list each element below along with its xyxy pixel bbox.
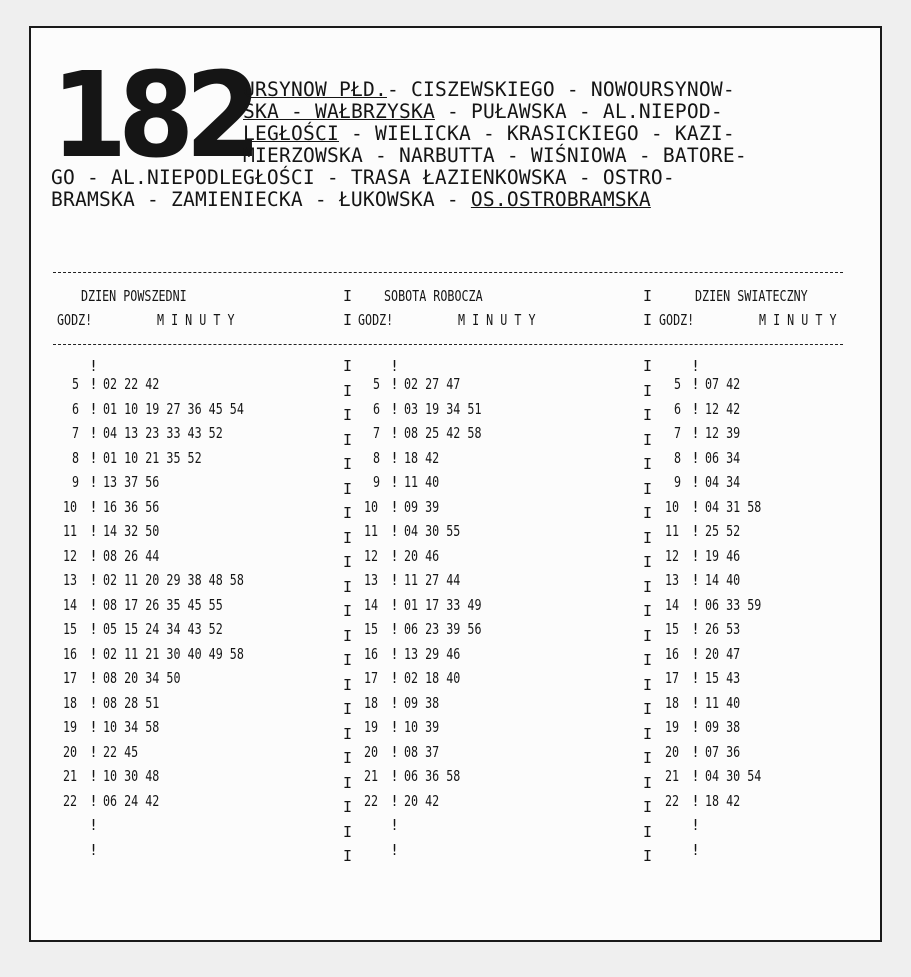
row-separator: ! xyxy=(390,546,400,565)
row-separator: ! xyxy=(691,644,701,663)
minutes-cell: 11 40 xyxy=(404,473,440,491)
minutes-cell: 07 42 xyxy=(705,375,741,393)
row-separator: ! xyxy=(390,718,400,736)
minutes-cell: 14 40 xyxy=(705,571,741,589)
column-divider-glyph: I xyxy=(643,479,653,498)
row-separator: ! xyxy=(89,571,99,589)
minutes-cell: 07 36 xyxy=(705,742,741,761)
minutes-cell: 09 38 xyxy=(705,718,741,736)
column-divider-glyph: I xyxy=(343,287,353,305)
row-separator: ! xyxy=(390,620,400,638)
underlined-stop: SKA - WAŁBRZYSKA xyxy=(243,100,435,123)
hour-cell: 15 xyxy=(364,620,379,638)
hour-cell: 5 xyxy=(674,375,682,393)
column-divider-glyph: I xyxy=(643,724,653,743)
column-divider-glyph: I xyxy=(643,700,653,718)
hour-cell: 11 xyxy=(63,522,78,540)
row-separator: ! xyxy=(691,546,701,565)
hours-header: GODZ! xyxy=(57,311,93,329)
minutes-cell: 09 38 xyxy=(404,693,440,712)
column-divider-glyph: I xyxy=(643,287,653,305)
hour-cell: 14 xyxy=(364,595,379,614)
hour-cell: 10 xyxy=(364,497,379,516)
row-separator: ! xyxy=(89,546,99,565)
column-divider-glyph: I xyxy=(343,773,353,792)
minutes-cell: 19 46 xyxy=(705,546,741,565)
row-separator: ! xyxy=(691,571,701,589)
minutes-cell: 06 34 xyxy=(705,448,741,467)
row-separator: ! xyxy=(691,357,701,375)
column-divider-glyph: I xyxy=(643,749,653,767)
hour-cell: 8 xyxy=(373,448,381,467)
row-separator: ! xyxy=(390,595,400,614)
row-separator: ! xyxy=(390,424,400,442)
route-line xyxy=(243,145,747,167)
row-separator: ! xyxy=(390,375,400,393)
column-divider-glyph: I xyxy=(643,577,653,596)
hour-cell: 17 xyxy=(665,669,680,687)
route-line xyxy=(51,167,675,189)
minutes-cell: 18 42 xyxy=(705,791,741,810)
minutes-cell: 20 47 xyxy=(705,644,741,663)
hour-cell: 17 xyxy=(364,669,379,687)
minutes-cell: 04 13 23 33 43 52 xyxy=(103,424,223,442)
hour-cell: 20 xyxy=(665,742,680,761)
hour-cell: 13 xyxy=(665,571,680,589)
column-divider-glyph: I xyxy=(643,406,653,424)
row-separator: ! xyxy=(390,473,400,491)
route-line xyxy=(51,189,651,211)
column-divider-glyph: I xyxy=(343,528,353,547)
minutes-cell: 06 24 42 xyxy=(103,791,160,810)
row-separator: ! xyxy=(89,448,99,467)
hour-cell: 8 xyxy=(674,448,682,467)
minutes-cell: 25 52 xyxy=(705,522,741,540)
minutes-header: M I N U T Y xyxy=(458,311,536,329)
hour-cell: 9 xyxy=(674,473,682,491)
minutes-cell: 22 45 xyxy=(103,742,139,761)
underlined-stop: OS.OSTROBRAMSKA xyxy=(470,188,651,211)
row-separator: ! xyxy=(691,620,701,638)
column-divider-glyph: I xyxy=(643,553,653,571)
column-divider-glyph: I xyxy=(343,651,353,669)
column-divider-glyph: I xyxy=(343,847,353,865)
hour-cell: 12 xyxy=(665,546,680,565)
column-divider-glyph: I xyxy=(343,822,353,841)
minutes-cell: 01 10 19 27 36 45 54 xyxy=(103,399,244,418)
column-divider-glyph: I xyxy=(643,528,653,547)
column-divider-glyph: I xyxy=(643,504,653,522)
row-separator: ! xyxy=(691,522,701,540)
minutes-cell: 12 42 xyxy=(705,399,741,418)
column-divider-glyph: I xyxy=(343,357,353,375)
column-divider-glyph: I xyxy=(343,675,353,694)
column-divider-glyph: I xyxy=(643,381,653,400)
row-separator: ! xyxy=(691,497,701,516)
minutes-cell: 04 30 55 xyxy=(404,522,461,540)
stop-text: - PUŁAWSKA - AL.NIEPOD- xyxy=(434,100,723,123)
minutes-cell: 15 43 xyxy=(705,669,741,687)
column-divider-glyph: I xyxy=(343,700,353,718)
minutes-cell: 13 37 56 xyxy=(103,473,160,491)
column-divider-glyph: I xyxy=(343,311,353,329)
row-separator: ! xyxy=(390,669,400,687)
row-separator: ! xyxy=(89,669,99,687)
hour-cell: 17 xyxy=(63,669,78,687)
hour-cell: 12 xyxy=(63,546,78,565)
row-separator: ! xyxy=(691,693,701,712)
hour-cell: 21 xyxy=(364,767,379,785)
hour-cell: 11 xyxy=(364,522,379,540)
column-divider-glyph: I xyxy=(643,675,653,694)
column-divider-glyph: I xyxy=(643,602,653,620)
column-divider-glyph: I xyxy=(343,479,353,498)
column-divider-glyph: I xyxy=(343,749,353,767)
row-separator: ! xyxy=(390,693,400,712)
row-separator: ! xyxy=(89,840,99,859)
minutes-cell: 09 39 xyxy=(404,497,440,516)
row-separator: ! xyxy=(89,375,99,393)
minutes-cell: 20 46 xyxy=(404,546,440,565)
minutes-cell: 20 42 xyxy=(404,791,440,810)
hour-cell: 9 xyxy=(373,473,381,491)
minutes-cell: 08 20 34 50 xyxy=(103,669,181,687)
hour-cell: 12 xyxy=(364,546,379,565)
minutes-cell: 02 11 21 30 40 49 58 xyxy=(103,644,244,663)
minutes-cell: 02 27 47 xyxy=(404,375,461,393)
minutes-cell: 02 18 40 xyxy=(404,669,461,687)
section-title: SOBOTA ROBOCZA xyxy=(384,287,483,305)
row-separator: ! xyxy=(691,718,701,736)
hour-cell: 18 xyxy=(364,693,379,712)
row-separator: ! xyxy=(89,399,99,418)
timetable-sheet xyxy=(29,26,882,942)
hour-cell: 18 xyxy=(665,693,680,712)
hour-cell: 15 xyxy=(665,620,680,638)
column-divider-glyph: I xyxy=(643,311,653,329)
minutes-cell: 10 39 xyxy=(404,718,440,736)
row-separator: ! xyxy=(89,595,99,614)
column-divider-glyph: I xyxy=(343,430,353,449)
hour-cell: 9 xyxy=(72,473,80,491)
column-divider-glyph: I xyxy=(643,430,653,449)
minutes-cell: 04 30 54 xyxy=(705,767,762,785)
hour-cell: 7 xyxy=(674,424,682,442)
hour-cell: 14 xyxy=(665,595,680,614)
row-separator: ! xyxy=(89,718,99,736)
hour-cell: 19 xyxy=(364,718,379,736)
row-separator: ! xyxy=(390,644,400,663)
row-separator: ! xyxy=(390,497,400,516)
hour-cell: 13 xyxy=(63,571,78,589)
hour-cell: 16 xyxy=(63,644,78,663)
section-title: DZIEN POWSZEDNI xyxy=(81,287,187,305)
top-divider xyxy=(53,272,843,273)
row-separator: ! xyxy=(691,816,701,834)
minutes-cell: 13 29 46 xyxy=(404,644,461,663)
hour-cell: 15 xyxy=(63,620,78,638)
row-separator: ! xyxy=(89,357,99,375)
row-separator: ! xyxy=(89,791,99,810)
hour-cell: 5 xyxy=(373,375,381,393)
row-separator: ! xyxy=(691,767,701,785)
row-separator: ! xyxy=(89,497,99,516)
hour-cell: 7 xyxy=(72,424,80,442)
section-title: DZIEN SWIATECZNY xyxy=(695,287,808,305)
column-divider-glyph: I xyxy=(643,626,653,645)
row-separator: ! xyxy=(89,816,99,834)
minutes-cell: 05 15 24 34 43 52 xyxy=(103,620,223,638)
minutes-header: M I N U T Y xyxy=(759,311,837,329)
row-separator: ! xyxy=(390,571,400,589)
hour-cell: 21 xyxy=(665,767,680,785)
hour-cell: 19 xyxy=(665,718,680,736)
hour-cell: 14 xyxy=(63,595,78,614)
minutes-cell: 06 36 58 xyxy=(404,767,461,785)
row-separator: ! xyxy=(89,522,99,540)
hour-cell: 18 xyxy=(63,693,78,712)
row-separator: ! xyxy=(691,669,701,687)
hour-cell: 6 xyxy=(72,399,80,418)
hours-header: GODZ! xyxy=(659,311,695,329)
hour-cell: 10 xyxy=(665,497,680,516)
minutes-cell: 11 27 44 xyxy=(404,571,461,589)
minutes-cell: 10 30 48 xyxy=(103,767,160,785)
minutes-cell: 08 17 26 35 45 55 xyxy=(103,595,223,614)
hour-cell: 16 xyxy=(665,644,680,663)
stop-text: BRAMSKA - ZAMIENIECKA - ŁUKOWSKA - xyxy=(51,188,471,211)
row-separator: ! xyxy=(691,742,701,761)
row-separator: ! xyxy=(390,357,400,375)
hours-header: GODZ! xyxy=(358,311,394,329)
column-divider-glyph: I xyxy=(343,602,353,620)
underlined-stop: URSYNOW PŁD. xyxy=(243,78,387,101)
hour-cell: 10 xyxy=(63,497,78,516)
header-divider xyxy=(53,344,843,345)
minutes-cell: 12 39 xyxy=(705,424,741,442)
row-separator: ! xyxy=(89,644,99,663)
minutes-cell: 16 36 56 xyxy=(103,497,160,516)
row-separator: ! xyxy=(691,595,701,614)
row-separator: ! xyxy=(691,840,701,859)
row-separator: ! xyxy=(691,473,701,491)
minutes-cell: 02 11 20 29 38 48 58 xyxy=(103,571,244,589)
minutes-cell: 26 53 xyxy=(705,620,741,638)
hour-cell: 13 xyxy=(364,571,379,589)
row-separator: ! xyxy=(89,767,99,785)
stop-text: - CISZEWSKIEGO - NOWOURSYNOW- xyxy=(386,78,735,101)
hour-cell: 22 xyxy=(364,791,379,810)
hour-cell: 6 xyxy=(373,399,381,418)
row-separator: ! xyxy=(390,448,400,467)
minutes-cell: 10 34 58 xyxy=(103,718,160,736)
column-divider-glyph: I xyxy=(343,406,353,424)
minutes-cell: 06 23 39 56 xyxy=(404,620,482,638)
row-separator: ! xyxy=(89,424,99,442)
column-divider-glyph: I xyxy=(343,553,353,571)
row-separator: ! xyxy=(390,522,400,540)
row-separator: ! xyxy=(691,375,701,393)
row-separator: ! xyxy=(691,399,701,418)
column-divider-glyph: I xyxy=(643,822,653,841)
row-separator: ! xyxy=(390,816,400,834)
route-line xyxy=(243,123,735,145)
hour-cell: 21 xyxy=(63,767,78,785)
route-number: 182 xyxy=(51,46,253,184)
column-divider-glyph: I xyxy=(343,798,353,816)
column-divider-glyph: I xyxy=(643,798,653,816)
hour-cell: 11 xyxy=(665,522,680,540)
hour-cell: 19 xyxy=(63,718,78,736)
column-divider-glyph: I xyxy=(343,455,353,473)
column-divider-glyph: I xyxy=(643,357,653,375)
row-separator: ! xyxy=(390,399,400,418)
minutes-cell: 18 42 xyxy=(404,448,440,467)
column-divider-glyph: I xyxy=(643,847,653,865)
hour-cell: 8 xyxy=(72,448,80,467)
stop-text: MIERZOWSKA - NARBUTTA - WIŚNIOWA - BATORE- xyxy=(243,144,747,167)
minutes-cell: 02 22 42 xyxy=(103,375,160,393)
minutes-cell: 04 31 58 xyxy=(705,497,762,516)
hour-cell: 22 xyxy=(63,791,78,810)
stop-text: GO - AL.NIEPODLEGŁOŚCI - TRASA ŁAZIENKOWSKA - OSTRO- xyxy=(51,166,675,189)
underlined-stop: LEGŁOŚCI xyxy=(243,122,339,145)
minutes-cell: 03 19 34 51 xyxy=(404,399,482,418)
hour-cell: 7 xyxy=(373,424,381,442)
minutes-cell: 04 34 xyxy=(705,473,741,491)
row-separator: ! xyxy=(691,448,701,467)
row-separator: ! xyxy=(390,767,400,785)
column-divider-glyph: I xyxy=(343,626,353,645)
hour-cell: 16 xyxy=(364,644,379,663)
hour-cell: 5 xyxy=(72,375,80,393)
column-divider-glyph: I xyxy=(343,504,353,522)
minutes-cell: 14 32 50 xyxy=(103,522,160,540)
minutes-cell: 08 37 xyxy=(404,742,440,761)
row-separator: ! xyxy=(89,473,99,491)
row-separator: ! xyxy=(89,620,99,638)
minutes-cell: 11 40 xyxy=(705,693,741,712)
hour-cell: 20 xyxy=(364,742,379,761)
hour-cell: 6 xyxy=(674,399,682,418)
column-divider-glyph: I xyxy=(643,651,653,669)
hour-cell: 20 xyxy=(63,742,78,761)
minutes-header: M I N U T Y xyxy=(157,311,235,329)
column-divider-glyph: I xyxy=(643,455,653,473)
minutes-cell: 01 10 21 35 52 xyxy=(103,448,202,467)
minutes-cell: 08 25 42 58 xyxy=(404,424,482,442)
minutes-cell: 01 17 33 49 xyxy=(404,595,482,614)
minutes-cell: 06 33 59 xyxy=(705,595,762,614)
row-separator: ! xyxy=(390,840,400,859)
route-line xyxy=(243,101,723,123)
column-divider-glyph: I xyxy=(343,381,353,400)
route-line xyxy=(243,79,735,101)
column-divider-glyph: I xyxy=(343,577,353,596)
minutes-cell: 08 28 51 xyxy=(103,693,160,712)
row-separator: ! xyxy=(691,791,701,810)
hour-cell: 22 xyxy=(665,791,680,810)
row-separator: ! xyxy=(691,424,701,442)
column-divider-glyph: I xyxy=(643,773,653,792)
row-separator: ! xyxy=(390,742,400,761)
column-divider-glyph: I xyxy=(343,724,353,743)
row-separator: ! xyxy=(89,742,99,761)
row-separator: ! xyxy=(390,791,400,810)
minutes-cell: 08 26 44 xyxy=(103,546,160,565)
row-separator: ! xyxy=(89,693,99,712)
stop-text: - WIELICKA - KRASICKIEGO - KAZI- xyxy=(338,122,735,145)
